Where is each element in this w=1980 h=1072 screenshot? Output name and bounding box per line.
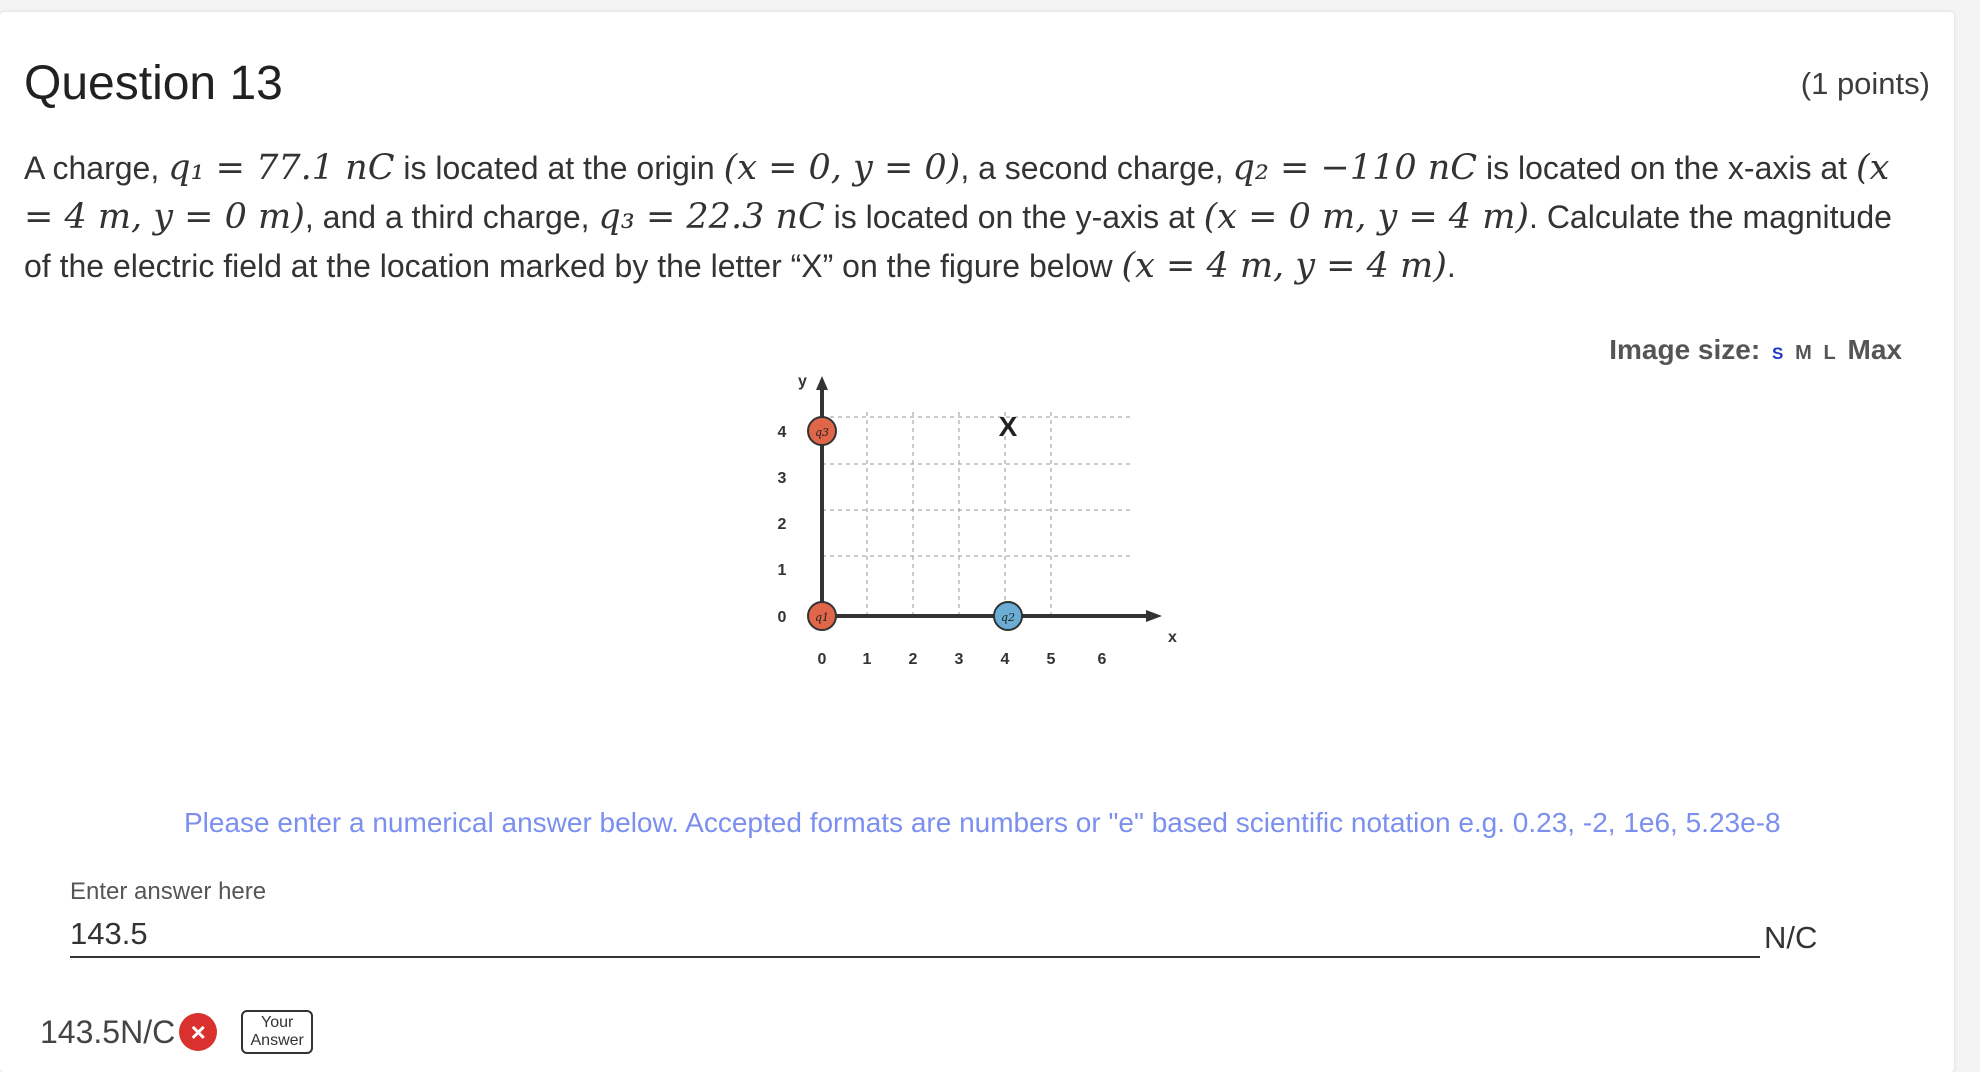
text-segment: , and a third charge, [304,199,599,235]
charge-label: q1 [814,611,830,624]
x-axis-label: x [1168,629,1177,646]
question-card [0,12,1954,1072]
text-segment: is located on the x-axis at [1477,150,1856,186]
y-axis-label: y [798,373,807,390]
text-segment: , a second charge, [960,150,1233,186]
math-x-pos: (x = 4 m, y = 4 m) [1121,246,1447,286]
text-segment: A charge, [24,150,169,186]
badge-line: Your [261,1014,294,1031]
image-size-s[interactable]: S [1771,344,1784,363]
x-tick-label: 6 [1097,651,1107,668]
y-tick-label: 4 [777,424,787,441]
y-tick-label: 1 [777,562,787,579]
answer-unit: N/C [1764,920,1818,955]
charge-figure [760,364,1180,684]
image-size-l[interactable]: L [1823,342,1836,364]
y-tick-label: 3 [777,470,787,487]
charge-q3 [808,417,836,445]
grid [822,412,1130,614]
wrong-icon: × [179,1013,217,1051]
question-text [24,144,1924,291]
answer-input[interactable] [70,908,1760,958]
x-tick-label: 1 [862,651,872,668]
x-tick-label: 0 [817,651,827,668]
text-segment: is located at the origin [394,150,724,186]
y-tick-label: 2 [777,516,787,533]
math-q3-pos: (x = 0 m, y = 4 m) [1203,197,1530,237]
math-q1: q₁ = 77.1 nC [168,148,395,188]
text-segment: . Calculate the magnitude of the electric field at the location marked by the letter “X” on the figure below [24,199,1892,284]
math-q2: q₂ = −110 nC [1232,148,1478,188]
charge-label: q3 [814,426,830,439]
math-q2-pos: (x = 4 m, y = 0 m) [24,148,1890,237]
previous-answer [40,1010,313,1054]
x-tick-label: 5 [1046,651,1056,668]
badge-line: Answer [250,1032,304,1049]
y-tick-label: 0 [777,609,787,626]
your-answer-badge[interactable] [241,1010,313,1054]
text-segment: . [1446,248,1456,284]
math-origin: (x = 0, y = 0) [723,148,961,188]
charge-label: q2 [1000,611,1016,624]
image-size-max[interactable]: Max [1847,334,1902,365]
x-axis-arrow [1146,610,1162,622]
image-size-m[interactable]: M [1795,342,1812,364]
answer-label: Enter answer here [70,878,267,905]
previous-answer-value: 143.5N/C [40,1013,176,1050]
x-marker: X [998,411,1018,442]
image-size-selector [1609,334,1902,366]
charge-q1 [808,602,836,630]
x-tick-label: 4 [1000,651,1010,668]
answer-hint: Please enter a numerical answer below. Accepted formats are numbers or "e" based scientific notation e.g. 0.23, -2, 1e6, 5.23e-8 [184,807,1781,838]
text-segment: is located on the y-axis at [824,199,1204,235]
question-points: (1 points) [1800,66,1930,101]
math-q3: q₃ = 22.3 nC [598,197,825,237]
question-title: Question 13 [24,57,283,110]
image-size-label: Image size: [1609,334,1761,365]
charge-q2 [994,602,1022,630]
x-tick-label: 2 [908,651,918,668]
y-axis-arrow [816,376,828,390]
x-tick-label: 3 [954,651,964,668]
